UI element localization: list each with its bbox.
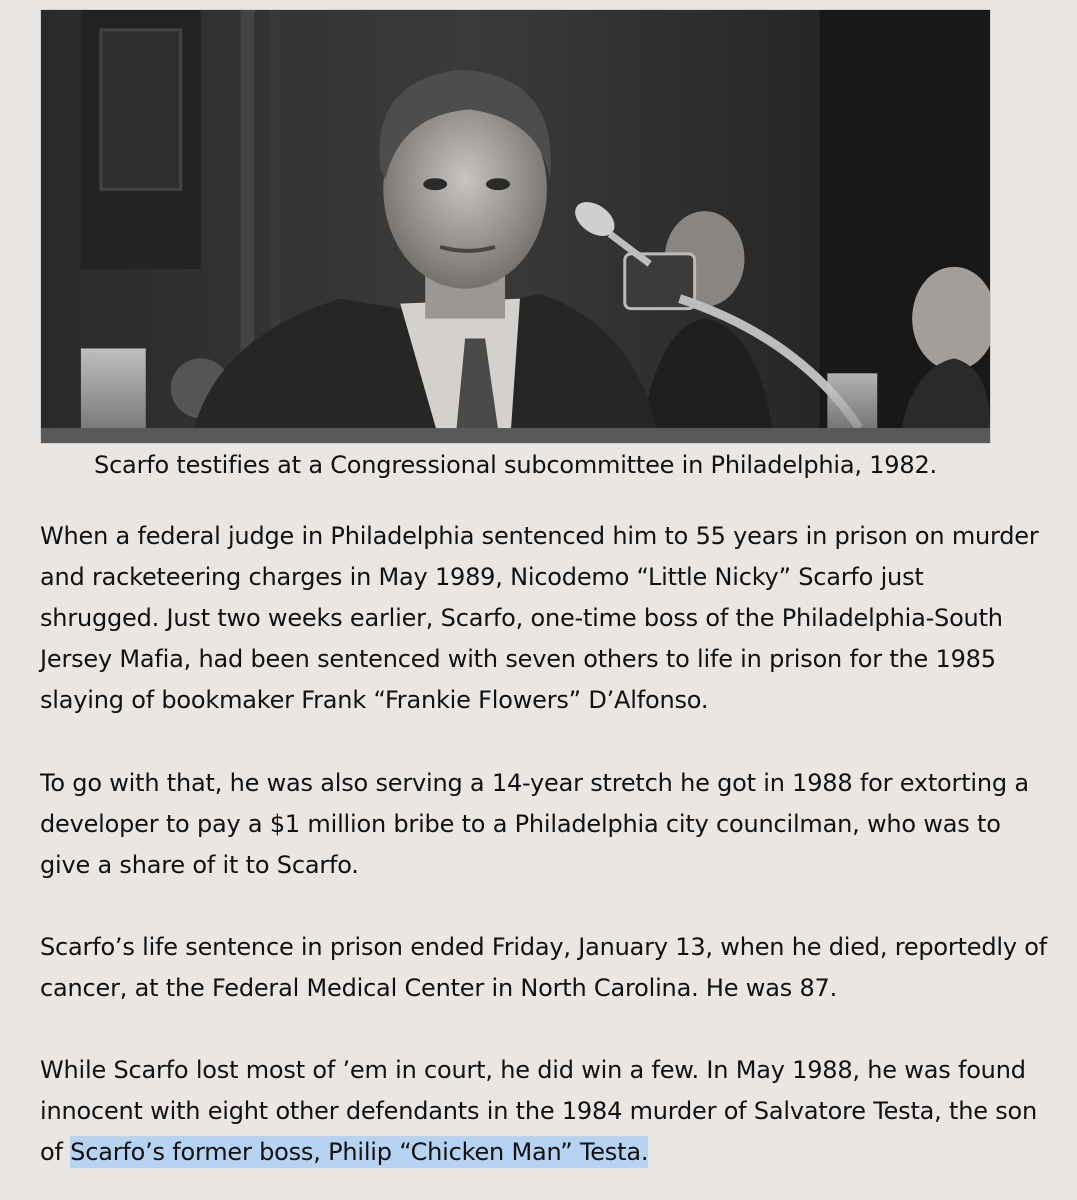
selected-text-highlight[interactable]: Scarfo’s former boss, Philip “Chicken Man” Testa. [70, 1138, 649, 1166]
article-paragraph-2: To go with that, he was also serving a 14-year stretch he got in 1988 for extorting a developer to pay a $1 million bribe to a Philadelphia city councilman, who was to give a share of it to Scarfo. [40, 769, 1029, 879]
article-paragraph-3: Scarfo’s life sentence in prison ended Friday, January 13, when he died, reportedly of cancer, at the Federal Medical Center in North Carolina. He was 87. [40, 933, 1048, 1002]
paragraph-text: While Scarfo lost most of ’em in court, he did win a few. In May 1988, he was found innocent with eight other defendants in the 1984 murder of Salvatore Testa, the son of [40, 1056, 1038, 1166]
photo-caption: Scarfo testifies at a Congressional subcommittee in Philadelphia, 1982. [94, 451, 937, 479]
article-paragraph-1: When a federal judge in Philadelphia sentenced him to 55 years in prison on murder and racketeering charges in May 1989, Nicodemo “Little Nicky” Scarfo just shrugged. Just two weeks earlier, Scarfo, one-time boss of the Philadelphia-South Jersey Mafia, had been sentenced with seven others to life in prison for the 1985 slaying of bookmaker Frank “Frankie Flowers” D’Alfonso. [40, 522, 1039, 714]
article-photo [40, 9, 991, 444]
article-paragraph-4 [40, 1050, 1050, 1173]
photo-illustration [41, 10, 990, 443]
